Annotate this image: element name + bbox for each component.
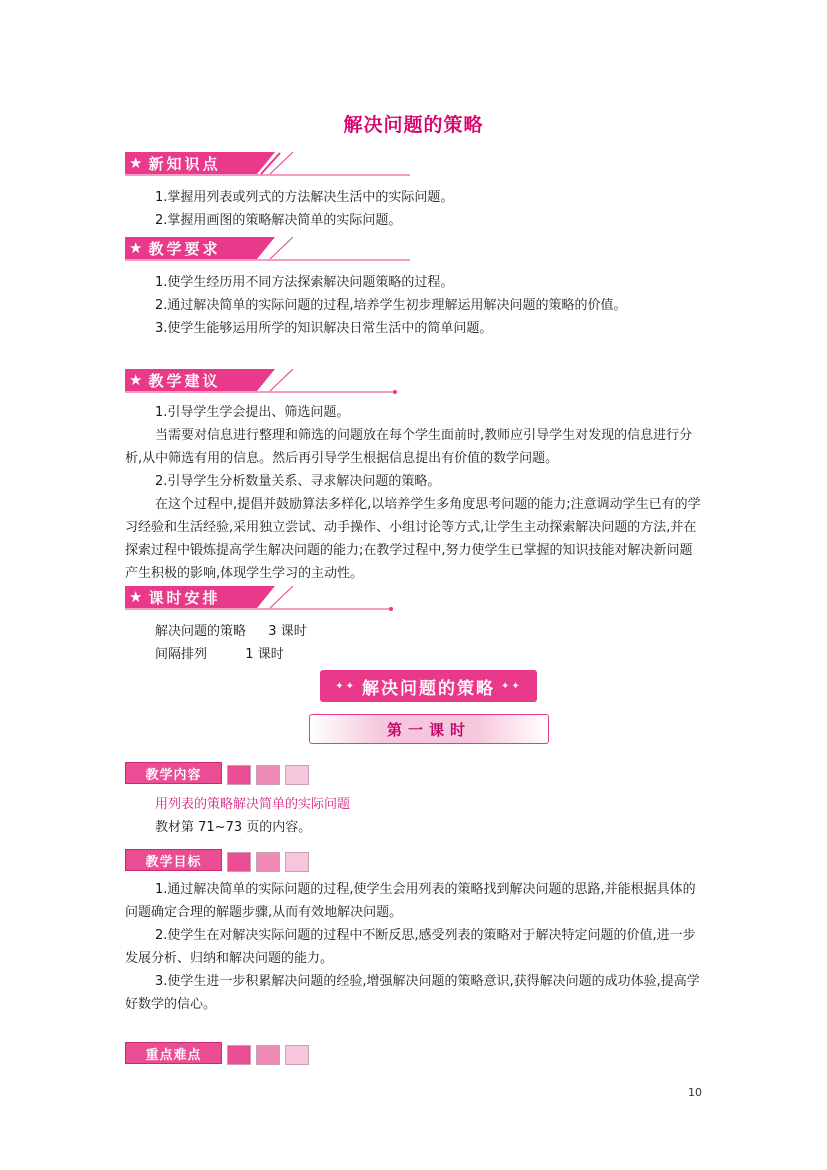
decor-square xyxy=(285,765,309,785)
content-body xyxy=(125,793,705,839)
list-item: 1.使学生经历用不同方法探索解决问题策略的过程。 xyxy=(155,275,454,290)
sparkle-icon: ✦✦ xyxy=(335,680,356,692)
schedule-hours: 3 课时 xyxy=(268,624,307,639)
list-item: 2.通过解决简单的实际问题的过程,培养学生初步理解运用解决问题的策略的价值。 xyxy=(155,298,627,313)
paragraph: 当需要对信息进行整理和筛选的问题放在每个学生面前时,教师应引导学生对发现的信息进行分析,从中筛选有用的信息。然后再引导学生根据信息提出有价值的数学问题。 xyxy=(125,428,693,466)
star-icon: ★ xyxy=(129,153,143,172)
section-heading: 新知识点 xyxy=(148,154,221,173)
section-teaching-suggestions xyxy=(125,369,705,585)
section-banner xyxy=(125,369,705,393)
decor-square xyxy=(285,1045,309,1065)
goal-item: 3.使学生进一步积累解决问题的经验,增强解决问题的策略意识,获得解决问题的成功体验,提高学好数学的信心。 xyxy=(125,974,700,1012)
list-item: 3.使学生能够运用所学的知识解决日常生活中的简单问题。 xyxy=(155,321,493,336)
schedule-hours: 1 课时 xyxy=(245,647,284,662)
section-heading: 重点难点 xyxy=(125,1042,222,1064)
decor-square xyxy=(256,852,280,872)
decor-square xyxy=(227,1045,251,1065)
list-item: 1.掌握用列表或列式的方法解决生活中的实际问题。 xyxy=(155,190,454,205)
decor-square xyxy=(285,852,309,872)
goals-body xyxy=(125,878,703,1016)
decor-square xyxy=(227,765,251,785)
star-icon: ★ xyxy=(129,370,143,389)
paragraph-title: 1.引导学生学会提出、筛选问题。 xyxy=(155,405,350,420)
star-icon: ★ xyxy=(129,587,143,606)
schedule-row xyxy=(125,643,705,666)
lesson-badge: 第一课时 xyxy=(309,714,549,744)
section-heading: 教学内容 xyxy=(125,762,222,784)
schedule-name: 解决问题的策略 xyxy=(155,624,247,639)
section-heading: 教学目标 xyxy=(125,849,222,871)
page-number: 10 xyxy=(688,1086,702,1099)
decor-square xyxy=(227,852,251,872)
section-new-knowledge xyxy=(125,152,705,232)
content-pages: 教材第 71~73 页的内容。 xyxy=(155,820,312,835)
goal-item: 1.通过解决简单的实际问题的过程,使学生会用列表的策略找到解决问题的思路,并能根据具体的问题确定合理的解题步骤,从而有效地解决问题。 xyxy=(125,882,696,920)
section-schedule xyxy=(125,586,705,666)
content-topic: 用列表的策略解决简单的实际问题 xyxy=(155,797,351,812)
decor-square xyxy=(256,765,280,785)
sparkle-icon: ✦✦ xyxy=(501,680,522,692)
decor-square xyxy=(256,1045,280,1065)
section-banner xyxy=(125,152,705,176)
paragraph-title: 2.引导学生分析数量关系、寻求解决问题的策略。 xyxy=(155,474,441,489)
section-heading: 教学建议 xyxy=(148,371,221,390)
schedule-name: 间隔排列 xyxy=(155,647,208,662)
section-banner xyxy=(125,237,705,261)
list-item: 2.掌握用画图的策略解决简单的实际问题。 xyxy=(155,213,402,228)
section-banner xyxy=(125,586,705,610)
paragraph: 在这个过程中,提倡并鼓励算法多样化,以培养学生多角度思考问题的能力;注意调动学生已有的学习经验和生活经验,采用独立尝试、动手操作、小组讨论等方式,让学生主动探索解决问题的方法,并在探索过程中锻炼提高学生解决问题的能力;在教学过程中,努力使学生已掌握的知识技能对解决新问题产生积极的影响,体现学生学习的主动性。 xyxy=(125,497,701,581)
section-heading: 课时安排 xyxy=(148,588,221,607)
section-teaching-requirements xyxy=(125,237,705,340)
unit-badge xyxy=(320,670,537,702)
page-title: 解决问题的策略 xyxy=(343,114,484,136)
goal-item: 2.使学生在对解决实际问题的过程中不断反思,感受列表的策略对于解决特定问题的价值,进一步发展分析、归纳和解决问题的能力。 xyxy=(125,928,696,966)
unit-badge-label: 解决问题的策略 xyxy=(362,678,495,699)
star-icon: ★ xyxy=(129,238,143,257)
schedule-row xyxy=(125,620,705,643)
section-heading: 教学要求 xyxy=(148,239,221,258)
